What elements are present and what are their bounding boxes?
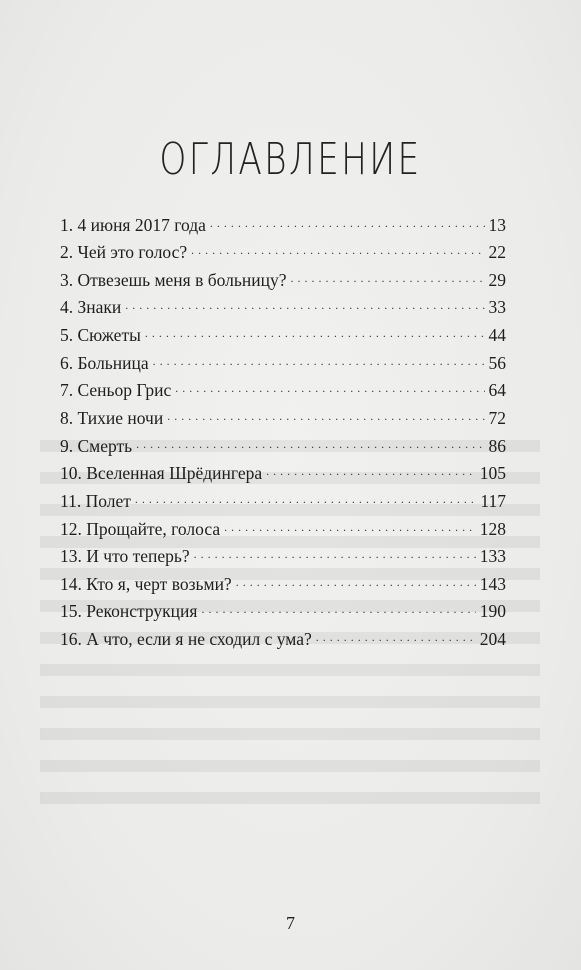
toc-entry-label: 13. И что теперь? [60,546,190,567]
toc-entry[interactable] [60,489,506,517]
dot-leader [266,462,476,480]
toc-entry[interactable] [60,379,506,407]
dot-leader [210,213,485,231]
toc-entry[interactable] [60,324,506,352]
toc-entry-page: 143 [479,573,506,594]
toc-entry[interactable] [60,406,506,434]
dot-leader [135,489,476,507]
toc-entry-label: 9. Смерть [60,435,133,456]
toc-entry[interactable] [60,268,506,296]
toc-entry-page: 133 [479,546,506,567]
toc-entry[interactable] [60,241,506,269]
dot-leader [153,351,485,369]
toc-entry[interactable] [60,462,506,490]
toc-entry-page: 190 [479,601,506,622]
dot-leader [201,600,475,618]
toc-entry-page: 33 [488,297,506,318]
table-of-contents [60,213,506,655]
dot-leader [175,379,484,397]
dot-leader [145,324,485,342]
toc-entry-page: 105 [479,463,506,484]
page-number: 7 [286,913,295,933]
dot-leader [224,517,476,535]
toc-entry[interactable] [60,572,506,600]
dot-leader [290,268,484,286]
toc-entry-label: 11. Полет [60,490,131,511]
toc-entry-label: 4. Знаки [60,297,122,318]
toc-entry-label: 6. Больница [60,352,149,373]
toc-entry-page: 44 [488,325,506,346]
toc-entry[interactable] [60,517,506,545]
toc-entry-page: 86 [488,435,506,456]
toc-entry[interactable] [60,213,506,241]
toc-entry-page: 128 [479,518,506,539]
dot-leader [167,406,484,424]
toc-entry[interactable] [60,545,506,573]
toc-entry-label: 7. Сеньор Грис [60,380,172,401]
toc-entry-label: 8. Тихие ночи [60,407,164,428]
toc-entry-label: 12. Прощайте, голоса [60,518,221,539]
toc-entry-page: 22 [488,242,506,263]
dot-leader [125,296,484,314]
dot-leader [194,545,476,563]
dot-leader [316,628,476,646]
toc-entry-page: 29 [488,269,506,290]
dot-leader [236,572,476,590]
toc-entry-page: 117 [480,490,506,511]
toc-entry-page: 64 [488,380,506,401]
toc-entry[interactable] [60,351,506,379]
toc-entry[interactable] [60,600,506,628]
toc-entry-label: 1. 4 июня 2017 года [60,214,206,235]
dot-leader [191,241,484,259]
toc-entry-label: 14. Кто я, черт возьми? [60,573,232,594]
toc-entry-page: 204 [479,629,506,650]
toc-entry-page: 72 [488,407,506,428]
toc-entry-page: 56 [488,352,506,373]
page-title: ОГЛАВЛЕНИЕ [159,134,422,185]
toc-entry-label: 5. Сюжеты [60,325,141,346]
toc-entry[interactable] [60,628,506,656]
toc-entry-page: 13 [488,214,506,235]
toc-entry-label: 2. Чей это голос? [60,242,188,263]
toc-entry[interactable] [60,434,506,462]
toc-entry[interactable] [60,296,506,324]
toc-entry-label: 10. Вселенная Шрёдингера [60,463,263,484]
toc-entry-label: 16. А что, если я не сходил с ума? [60,629,312,650]
toc-entry-label: 3. Отвезешь меня в больницу? [60,269,287,290]
toc-entry-label: 15. Реконструкция [60,601,198,622]
dot-leader [136,434,484,452]
